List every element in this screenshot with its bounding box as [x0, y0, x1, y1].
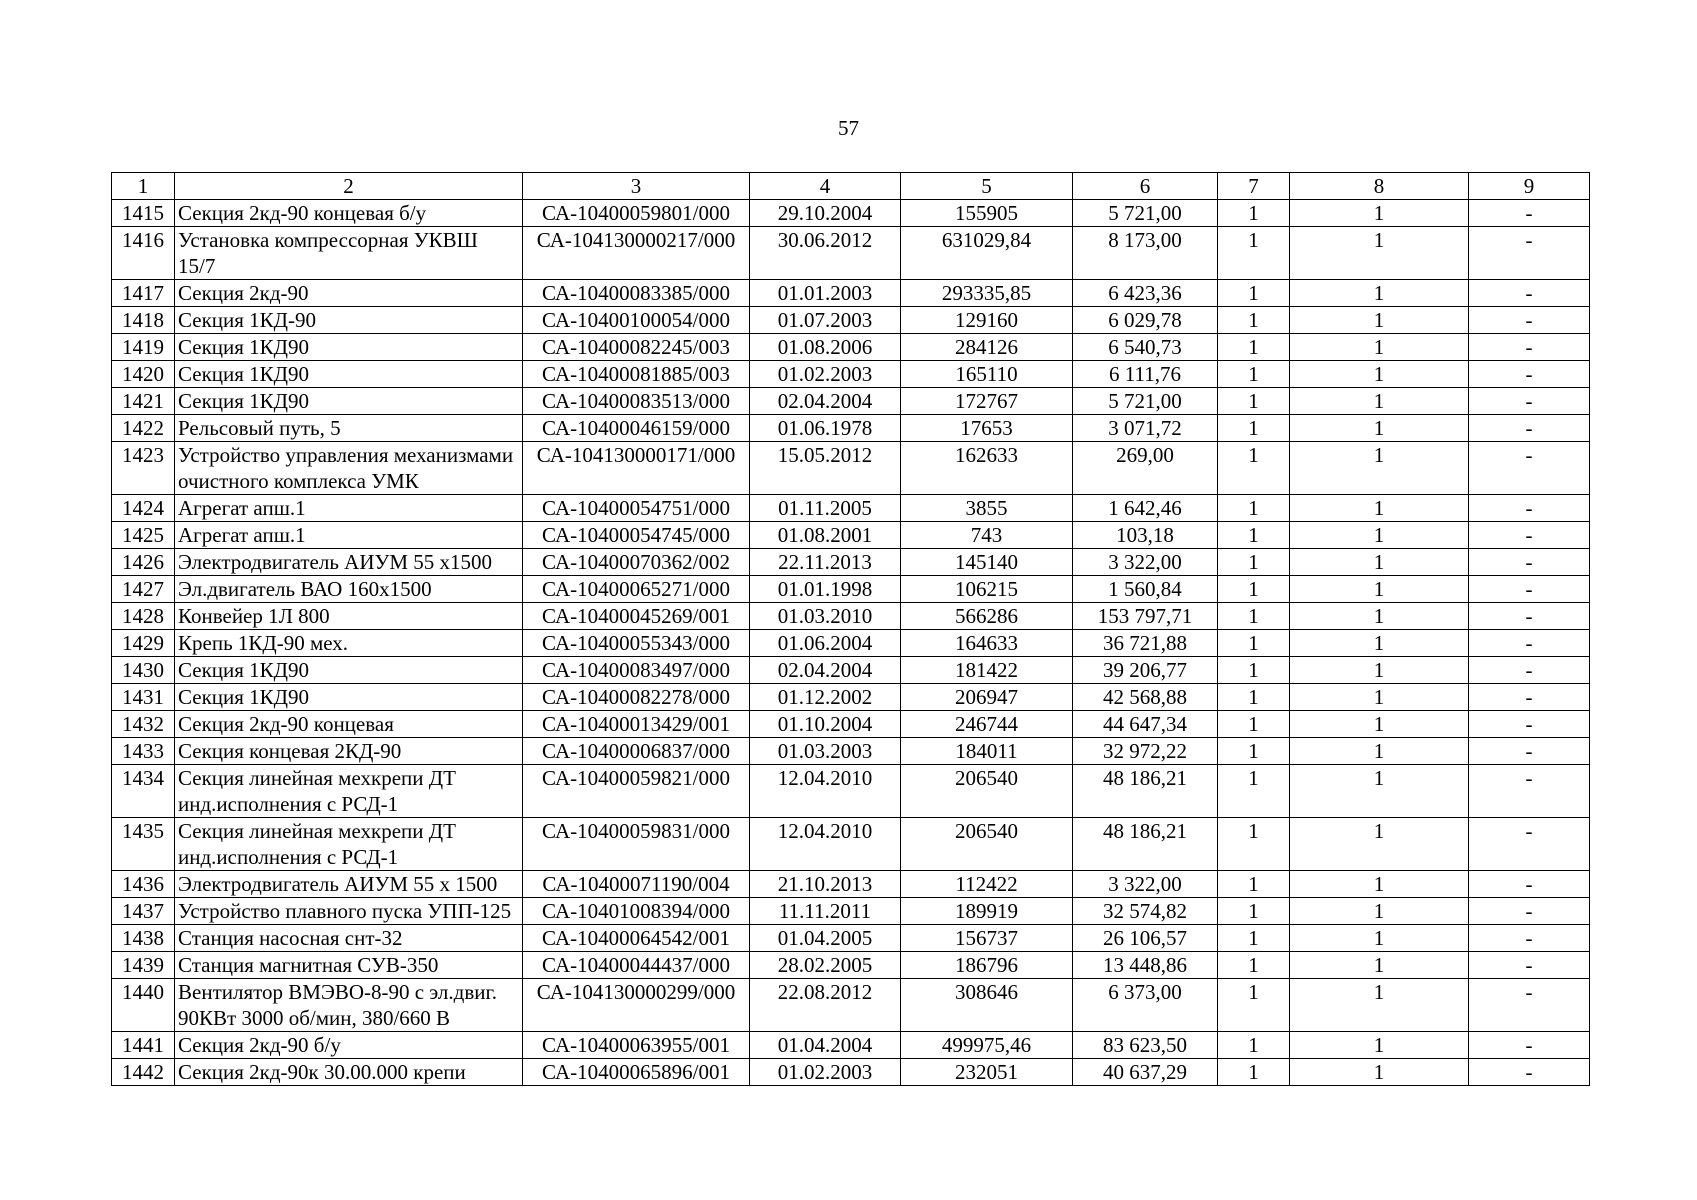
note-cell: -: [1469, 738, 1590, 765]
count-cell: 1: [1290, 1059, 1469, 1086]
quantity-cell: 1: [1218, 280, 1290, 307]
note-cell: -: [1469, 280, 1590, 307]
quantity-cell: 1: [1218, 415, 1290, 442]
date-cell: 01.08.2001: [750, 522, 901, 549]
quantity-cell: 1: [1218, 871, 1290, 898]
column-header: 2: [175, 173, 523, 200]
count-cell: 1: [1290, 200, 1469, 227]
date-cell: 12.04.2010: [750, 818, 901, 871]
count-cell: 1: [1290, 522, 1469, 549]
inventory-code-cell: СА-10400045269/001: [523, 603, 750, 630]
inventory-code-cell: СА-10400059821/000: [523, 765, 750, 818]
item-name-cell: Рельсовый путь, 5: [175, 415, 523, 442]
inventory-code-cell: СА-104130000171/000: [523, 442, 750, 495]
table-row: [112, 361, 1590, 388]
date-cell: 01.03.2010: [750, 603, 901, 630]
date-cell: 01.02.2003: [750, 1059, 901, 1086]
inventory-code-cell: СА-10400065896/001: [523, 1059, 750, 1086]
date-cell: 01.11.2005: [750, 495, 901, 522]
initial-cost-cell: 3855: [901, 495, 1073, 522]
count-cell: 1: [1290, 1032, 1469, 1059]
row-number-cell: 1421: [112, 388, 175, 415]
inventory-code-cell: СА-10400064542/001: [523, 925, 750, 952]
count-cell: 1: [1290, 307, 1469, 334]
quantity-cell: 1: [1218, 603, 1290, 630]
table-header-row: [112, 173, 1590, 200]
quantity-cell: 1: [1218, 442, 1290, 495]
item-name-cell: Секция 1КД-90: [175, 307, 523, 334]
quantity-cell: 1: [1218, 522, 1290, 549]
count-cell: 1: [1290, 576, 1469, 603]
count-cell: 1: [1290, 979, 1469, 1032]
note-cell: -: [1469, 1032, 1590, 1059]
table-row: [112, 576, 1590, 603]
table-row: [112, 925, 1590, 952]
date-cell: 28.02.2005: [750, 952, 901, 979]
column-header: 5: [901, 173, 1073, 200]
inventory-code-cell: СА-10400083497/000: [523, 657, 750, 684]
initial-cost-cell: 206947: [901, 684, 1073, 711]
quantity-cell: 1: [1218, 1059, 1290, 1086]
inventory-code-cell: СА-10400044437/000: [523, 952, 750, 979]
item-name-cell: Агрегат апш.1: [175, 522, 523, 549]
item-name-cell: Секция концевая 2КД-90: [175, 738, 523, 765]
inventory-code-cell: СА-10400063955/001: [523, 1032, 750, 1059]
inventory-code-cell: СА-10400055343/000: [523, 630, 750, 657]
initial-cost-cell: 189919: [901, 898, 1073, 925]
table-row: [112, 334, 1590, 361]
quantity-cell: 1: [1218, 388, 1290, 415]
residual-value-cell: 6 029,78: [1073, 307, 1218, 334]
quantity-cell: 1: [1218, 495, 1290, 522]
initial-cost-cell: 206540: [901, 765, 1073, 818]
row-number-cell: 1426: [112, 549, 175, 576]
quantity-cell: 1: [1218, 1032, 1290, 1059]
table-row: [112, 657, 1590, 684]
initial-cost-cell: 308646: [901, 979, 1073, 1032]
residual-value-cell: 5 721,00: [1073, 200, 1218, 227]
item-name-cell: Агрегат апш.1: [175, 495, 523, 522]
count-cell: 1: [1290, 388, 1469, 415]
note-cell: -: [1469, 684, 1590, 711]
quantity-cell: 1: [1218, 684, 1290, 711]
inventory-code-cell: СА-10400082278/000: [523, 684, 750, 711]
inventory-code-cell: СА-10400059831/000: [523, 818, 750, 871]
column-header: 3: [523, 173, 750, 200]
quantity-cell: 1: [1218, 738, 1290, 765]
row-number-cell: 1436: [112, 871, 175, 898]
inventory-code-cell: СА-10400100054/000: [523, 307, 750, 334]
table-row: [112, 1059, 1590, 1086]
row-number-cell: 1429: [112, 630, 175, 657]
item-name-cell: Электродвигатель АИУМ 55 х 1500: [175, 871, 523, 898]
residual-value-cell: 48 186,21: [1073, 818, 1218, 871]
note-cell: -: [1469, 361, 1590, 388]
page-number: 57: [838, 116, 859, 140]
initial-cost-cell: 106215: [901, 576, 1073, 603]
note-cell: -: [1469, 925, 1590, 952]
item-name-cell: Секция 2кд-90 концевая б/у: [175, 200, 523, 227]
quantity-cell: 1: [1218, 630, 1290, 657]
table-row: [112, 603, 1590, 630]
table-row: [112, 630, 1590, 657]
initial-cost-cell: 172767: [901, 388, 1073, 415]
residual-value-cell: 3 322,00: [1073, 549, 1218, 576]
row-number-cell: 1440: [112, 979, 175, 1032]
residual-value-cell: 6 373,00: [1073, 979, 1218, 1032]
residual-value-cell: 40 637,29: [1073, 1059, 1218, 1086]
inventory-code-cell: СА-10400013429/001: [523, 711, 750, 738]
quantity-cell: 1: [1218, 576, 1290, 603]
note-cell: -: [1469, 657, 1590, 684]
note-cell: -: [1469, 765, 1590, 818]
residual-value-cell: 32 574,82: [1073, 898, 1218, 925]
inventory-code-cell: СА-10400054751/000: [523, 495, 750, 522]
inventory-code-cell: СА-10400083385/000: [523, 280, 750, 307]
count-cell: 1: [1290, 684, 1469, 711]
date-cell: 02.04.2004: [750, 657, 901, 684]
initial-cost-cell: 293335,85: [901, 280, 1073, 307]
item-name-cell: Устройство управления механизмами очистного комплекса УМК: [175, 442, 523, 495]
note-cell: -: [1469, 952, 1590, 979]
column-header: 6: [1073, 173, 1218, 200]
column-header: 4: [750, 173, 901, 200]
inventory-code-cell: СА-10400070362/002: [523, 549, 750, 576]
date-cell: 01.07.2003: [750, 307, 901, 334]
note-cell: -: [1469, 522, 1590, 549]
item-name-cell: Крепь 1КД-90 мех.: [175, 630, 523, 657]
item-name-cell: Секция 2кд-90 концевая: [175, 711, 523, 738]
date-cell: 12.04.2010: [750, 765, 901, 818]
initial-cost-cell: 232051: [901, 1059, 1073, 1086]
table-row: [112, 711, 1590, 738]
inventory-code-cell: СА-10400083513/000: [523, 388, 750, 415]
count-cell: 1: [1290, 361, 1469, 388]
table-row: [112, 738, 1590, 765]
date-cell: 01.01.2003: [750, 280, 901, 307]
quantity-cell: 1: [1218, 549, 1290, 576]
note-cell: -: [1469, 711, 1590, 738]
count-cell: 1: [1290, 818, 1469, 871]
date-cell: 22.08.2012: [750, 979, 901, 1032]
note-cell: -: [1469, 603, 1590, 630]
inventory-code-cell: СА-10400081885/003: [523, 361, 750, 388]
table-row: [112, 979, 1590, 1032]
initial-cost-cell: 145140: [901, 549, 1073, 576]
date-cell: 11.11.2011: [750, 898, 901, 925]
table-row: [112, 442, 1590, 495]
count-cell: 1: [1290, 603, 1469, 630]
item-name-cell: Секция линейная мехкрепи ДТ инд.исполнения с РСД-1: [175, 765, 523, 818]
column-header: 7: [1218, 173, 1290, 200]
table-row: [112, 549, 1590, 576]
residual-value-cell: 32 972,22: [1073, 738, 1218, 765]
row-number-cell: 1439: [112, 952, 175, 979]
residual-value-cell: 42 568,88: [1073, 684, 1218, 711]
row-number-cell: 1427: [112, 576, 175, 603]
note-cell: -: [1469, 549, 1590, 576]
date-cell: 02.04.2004: [750, 388, 901, 415]
inventory-code-cell: СА-10400054745/000: [523, 522, 750, 549]
quantity-cell: 1: [1218, 657, 1290, 684]
count-cell: 1: [1290, 952, 1469, 979]
residual-value-cell: 6 111,76: [1073, 361, 1218, 388]
initial-cost-cell: 206540: [901, 818, 1073, 871]
row-number-cell: 1428: [112, 603, 175, 630]
count-cell: 1: [1290, 227, 1469, 280]
row-number-cell: 1437: [112, 898, 175, 925]
residual-value-cell: 36 721,88: [1073, 630, 1218, 657]
quantity-cell: 1: [1218, 765, 1290, 818]
note-cell: -: [1469, 200, 1590, 227]
inventory-code-cell: СА-10400082245/003: [523, 334, 750, 361]
quantity-cell: 1: [1218, 898, 1290, 925]
inventory-code-cell: СА-10401008394/000: [523, 898, 750, 925]
item-name-cell: Вентилятор ВМЭВО-8-90 с эл.двиг. 90КВт 3000 об/мин, 380/660 В: [175, 979, 523, 1032]
count-cell: 1: [1290, 495, 1469, 522]
table-row: [112, 200, 1590, 227]
note-cell: -: [1469, 388, 1590, 415]
item-name-cell: Секция 1КД90: [175, 361, 523, 388]
note-cell: -: [1469, 227, 1590, 280]
initial-cost-cell: 566286: [901, 603, 1073, 630]
residual-value-cell: 269,00: [1073, 442, 1218, 495]
item-name-cell: Секция 2кд-90 б/у: [175, 1032, 523, 1059]
initial-cost-cell: 186796: [901, 952, 1073, 979]
residual-value-cell: 3 071,72: [1073, 415, 1218, 442]
residual-value-cell: 103,18: [1073, 522, 1218, 549]
date-cell: 01.04.2004: [750, 1032, 901, 1059]
inventory-code-cell: СА-10400046159/000: [523, 415, 750, 442]
count-cell: 1: [1290, 415, 1469, 442]
count-cell: 1: [1290, 280, 1469, 307]
quantity-cell: 1: [1218, 952, 1290, 979]
count-cell: 1: [1290, 765, 1469, 818]
item-name-cell: Конвейер 1Л 800: [175, 603, 523, 630]
asset-table: [111, 172, 1590, 1086]
initial-cost-cell: 743: [901, 522, 1073, 549]
date-cell: 29.10.2004: [750, 200, 901, 227]
residual-value-cell: 6 540,73: [1073, 334, 1218, 361]
initial-cost-cell: 164633: [901, 630, 1073, 657]
date-cell: 01.08.2006: [750, 334, 901, 361]
date-cell: 01.06.1978: [750, 415, 901, 442]
initial-cost-cell: 155905: [901, 200, 1073, 227]
row-number-cell: 1418: [112, 307, 175, 334]
initial-cost-cell: 165110: [901, 361, 1073, 388]
date-cell: 01.02.2003: [750, 361, 901, 388]
count-cell: 1: [1290, 442, 1469, 495]
residual-value-cell: 13 448,86: [1073, 952, 1218, 979]
item-name-cell: Секция 1КД90: [175, 334, 523, 361]
item-name-cell: Секция 1КД90: [175, 388, 523, 415]
note-cell: -: [1469, 979, 1590, 1032]
row-number-cell: 1441: [112, 1032, 175, 1059]
note-cell: -: [1469, 334, 1590, 361]
note-cell: -: [1469, 495, 1590, 522]
inventory-code-cell: СА-10400071190/004: [523, 871, 750, 898]
quantity-cell: 1: [1218, 925, 1290, 952]
quantity-cell: 1: [1218, 227, 1290, 280]
quantity-cell: 1: [1218, 361, 1290, 388]
count-cell: 1: [1290, 925, 1469, 952]
count-cell: 1: [1290, 898, 1469, 925]
table-row: [112, 280, 1590, 307]
residual-value-cell: 1 642,46: [1073, 495, 1218, 522]
table-row: [112, 388, 1590, 415]
count-cell: 1: [1290, 630, 1469, 657]
count-cell: 1: [1290, 871, 1469, 898]
item-name-cell: Секция 2кд-90: [175, 280, 523, 307]
table-row: [112, 684, 1590, 711]
row-number-cell: 1425: [112, 522, 175, 549]
note-cell: -: [1469, 1059, 1590, 1086]
initial-cost-cell: 499975,46: [901, 1032, 1073, 1059]
table-row: [112, 495, 1590, 522]
quantity-cell: 1: [1218, 711, 1290, 738]
initial-cost-cell: 631029,84: [901, 227, 1073, 280]
item-name-cell: Секция 1КД90: [175, 684, 523, 711]
item-name-cell: Секция 2кд-90к 30.00.000 крепи: [175, 1059, 523, 1086]
table-row: [112, 1032, 1590, 1059]
count-cell: 1: [1290, 334, 1469, 361]
column-header: 8: [1290, 173, 1469, 200]
count-cell: 1: [1290, 549, 1469, 576]
initial-cost-cell: 156737: [901, 925, 1073, 952]
row-number-cell: 1423: [112, 442, 175, 495]
residual-value-cell: 26 106,57: [1073, 925, 1218, 952]
inventory-code-cell: СА-10400006837/000: [523, 738, 750, 765]
table-row: [112, 952, 1590, 979]
initial-cost-cell: 112422: [901, 871, 1073, 898]
residual-value-cell: 5 721,00: [1073, 388, 1218, 415]
item-name-cell: Станция магнитная СУВ-350: [175, 952, 523, 979]
row-number-cell: 1435: [112, 818, 175, 871]
note-cell: -: [1469, 630, 1590, 657]
inventory-code-cell: СА-104130000217/000: [523, 227, 750, 280]
row-number-cell: 1433: [112, 738, 175, 765]
inventory-code-cell: СА-10400065271/000: [523, 576, 750, 603]
note-cell: -: [1469, 871, 1590, 898]
initial-cost-cell: 284126: [901, 334, 1073, 361]
table-row: [112, 415, 1590, 442]
row-number-cell: 1430: [112, 657, 175, 684]
date-cell: 22.11.2013: [750, 549, 901, 576]
item-name-cell: Секция линейная мехкрепи ДТ инд.исполнения с РСД-1: [175, 818, 523, 871]
quantity-cell: 1: [1218, 307, 1290, 334]
quantity-cell: 1: [1218, 334, 1290, 361]
item-name-cell: Установка компрессорная УКВШ 15/7: [175, 227, 523, 280]
table-row: [112, 898, 1590, 925]
inventory-code-cell: СА-104130000299/000: [523, 979, 750, 1032]
row-number-cell: 1424: [112, 495, 175, 522]
date-cell: 01.06.2004: [750, 630, 901, 657]
date-cell: 30.06.2012: [750, 227, 901, 280]
initial-cost-cell: 162633: [901, 442, 1073, 495]
note-cell: -: [1469, 442, 1590, 495]
initial-cost-cell: 181422: [901, 657, 1073, 684]
date-cell: 01.03.2003: [750, 738, 901, 765]
inventory-code-cell: СА-10400059801/000: [523, 200, 750, 227]
residual-value-cell: 6 423,36: [1073, 280, 1218, 307]
residual-value-cell: 1 560,84: [1073, 576, 1218, 603]
row-number-cell: 1416: [112, 227, 175, 280]
count-cell: 1: [1290, 738, 1469, 765]
note-cell: -: [1469, 415, 1590, 442]
date-cell: 01.01.1998: [750, 576, 901, 603]
count-cell: 1: [1290, 711, 1469, 738]
item-name-cell: Станция насосная снт-32: [175, 925, 523, 952]
item-name-cell: Электродвигатель АИУМ 55 х1500: [175, 549, 523, 576]
row-number-cell: 1434: [112, 765, 175, 818]
note-cell: -: [1469, 576, 1590, 603]
column-header: 1: [112, 173, 175, 200]
table-row: [112, 818, 1590, 871]
date-cell: 21.10.2013: [750, 871, 901, 898]
note-cell: -: [1469, 307, 1590, 334]
quantity-cell: 1: [1218, 200, 1290, 227]
table-row: [112, 227, 1590, 280]
item-name-cell: Устройство плавного пуска УПП-125: [175, 898, 523, 925]
initial-cost-cell: 17653: [901, 415, 1073, 442]
residual-value-cell: 83 623,50: [1073, 1032, 1218, 1059]
row-number-cell: 1432: [112, 711, 175, 738]
table-row: [112, 307, 1590, 334]
item-name-cell: Эл.двигатель ВАО 160х1500: [175, 576, 523, 603]
count-cell: 1: [1290, 657, 1469, 684]
row-number-cell: 1420: [112, 361, 175, 388]
initial-cost-cell: 129160: [901, 307, 1073, 334]
row-number-cell: 1415: [112, 200, 175, 227]
date-cell: 01.12.2002: [750, 684, 901, 711]
row-number-cell: 1422: [112, 415, 175, 442]
note-cell: -: [1469, 818, 1590, 871]
row-number-cell: 1417: [112, 280, 175, 307]
table-row: [112, 522, 1590, 549]
residual-value-cell: 44 647,34: [1073, 711, 1218, 738]
quantity-cell: 1: [1218, 979, 1290, 1032]
table-row: [112, 765, 1590, 818]
row-number-cell: 1431: [112, 684, 175, 711]
date-cell: 15.05.2012: [750, 442, 901, 495]
residual-value-cell: 48 186,21: [1073, 765, 1218, 818]
table-row: [112, 871, 1590, 898]
column-header: 9: [1469, 173, 1590, 200]
row-number-cell: 1442: [112, 1059, 175, 1086]
row-number-cell: 1419: [112, 334, 175, 361]
residual-value-cell: 8 173,00: [1073, 227, 1218, 280]
initial-cost-cell: 184011: [901, 738, 1073, 765]
residual-value-cell: 39 206,77: [1073, 657, 1218, 684]
residual-value-cell: 153 797,71: [1073, 603, 1218, 630]
quantity-cell: 1: [1218, 818, 1290, 871]
row-number-cell: 1438: [112, 925, 175, 952]
residual-value-cell: 3 322,00: [1073, 871, 1218, 898]
initial-cost-cell: 246744: [901, 711, 1073, 738]
date-cell: 01.04.2005: [750, 925, 901, 952]
note-cell: -: [1469, 898, 1590, 925]
date-cell: 01.10.2004: [750, 711, 901, 738]
item-name-cell: Секция 1КД90: [175, 657, 523, 684]
